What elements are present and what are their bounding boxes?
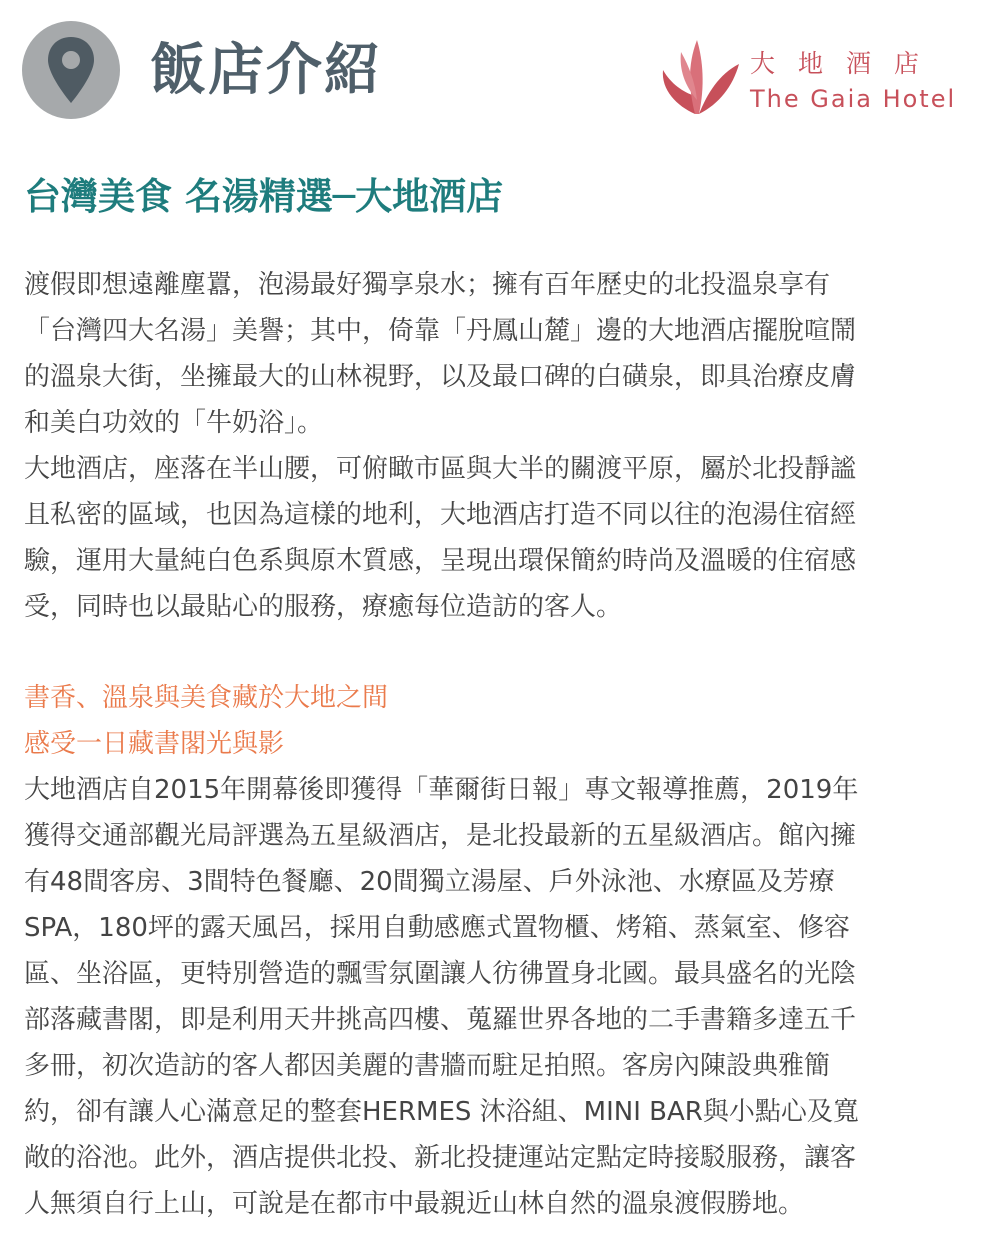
paragraph-line: 大地酒店，座落在半山腰，可俯瞰市區與大半的關渡平原，屬於北投靜謐 (24, 454, 857, 484)
paragraph-line: 獲得交通部觀光局評選為五星級酒店，是北投最新的五星級酒店。館內擁 (24, 821, 857, 851)
paragraph-line: 渡假即想遠離塵囂，泡湯最好獨享泉水；擁有百年歷史的北投溫泉享有 (24, 270, 831, 300)
paragraph-line: 人無須自行上山，可說是在都市中最親近山林自然的溫泉渡假勝地。 (24, 1189, 805, 1219)
hotel-logo (655, 30, 975, 120)
paragraph-line: 「台灣四大名湯」美譽；其中，倚靠「丹鳳山麓」邊的大地酒店擺脫喧鬧 (24, 316, 857, 346)
paragraph-line: 且私密的區域，也因為這樣的地利，大地酒店打造不同以往的泡湯住宿經 (24, 500, 857, 530)
paragraph-line: 大地酒店自2015年開幕後即獲得「華爾街日報」專文報導推薦，2019年 (24, 775, 859, 805)
logo-english-name: The Gaia Hotel (750, 85, 957, 113)
map-pin-icon (22, 21, 120, 119)
paragraph-line: 約，卻有讓人心滿意足的整套HERMES 沐浴組、MINI BAR與小點心及寬 (24, 1097, 859, 1127)
article-subtitle: 台灣美食 名湯精選─大地酒店 (24, 175, 504, 218)
page-title: 飯店介紹 (150, 38, 382, 103)
section-heading: 書香、溫泉與美食藏於大地之間 (24, 683, 389, 713)
section-2 (24, 675, 984, 1227)
paragraph-line: 部落藏書閣，即是利用天井挑高四樓、蒐羅世界各地的二手書籍多達五千 (24, 1005, 857, 1035)
paragraph-line: 驗，運用大量純白色系與原木質感，呈現出環保簡約時尚及溫暖的住宿感 (24, 546, 857, 576)
paragraph-line: 和美白功效的「牛奶浴」。 (24, 408, 324, 438)
flower-logo-icon (655, 30, 745, 120)
paragraph-line: 敞的浴池。此外，酒店提供北投、新北投捷運站定點定時接駁服務，讓客 (24, 1143, 857, 1173)
paragraph-line: 有48間客房、3間特色餐廳、20間獨立湯屋、戶外泳池、水療區及芳療 (24, 867, 835, 897)
logo-chinese-name: 大地酒店 (750, 49, 943, 78)
page-header (0, 0, 1000, 140)
paragraph-line: SPA，180坪的露天風呂，採用自動感應式置物櫃、烤箱、蒸氣室、修容 (24, 913, 850, 943)
section-heading: 感受一日藏書閣光與影 (24, 729, 285, 759)
paragraph-line: 多冊，初次造訪的客人都因美麗的書牆而駐足拍照。客房內陳設典雅簡 (24, 1051, 831, 1081)
paragraph-line: 的溫泉大街，坐擁最大的山林視野，以及最口碑的白磺泉，即具治療皮膚 (24, 362, 857, 392)
intro-paragraph (24, 262, 984, 630)
paragraph-line: 受，同時也以最貼心的服務，療癒每位造訪的客人。 (24, 592, 623, 622)
paragraph-line: 區、坐浴區，更特別營造的飄雪氛圍讓人彷彿置身北國。最具盛名的光陰 (24, 959, 857, 989)
